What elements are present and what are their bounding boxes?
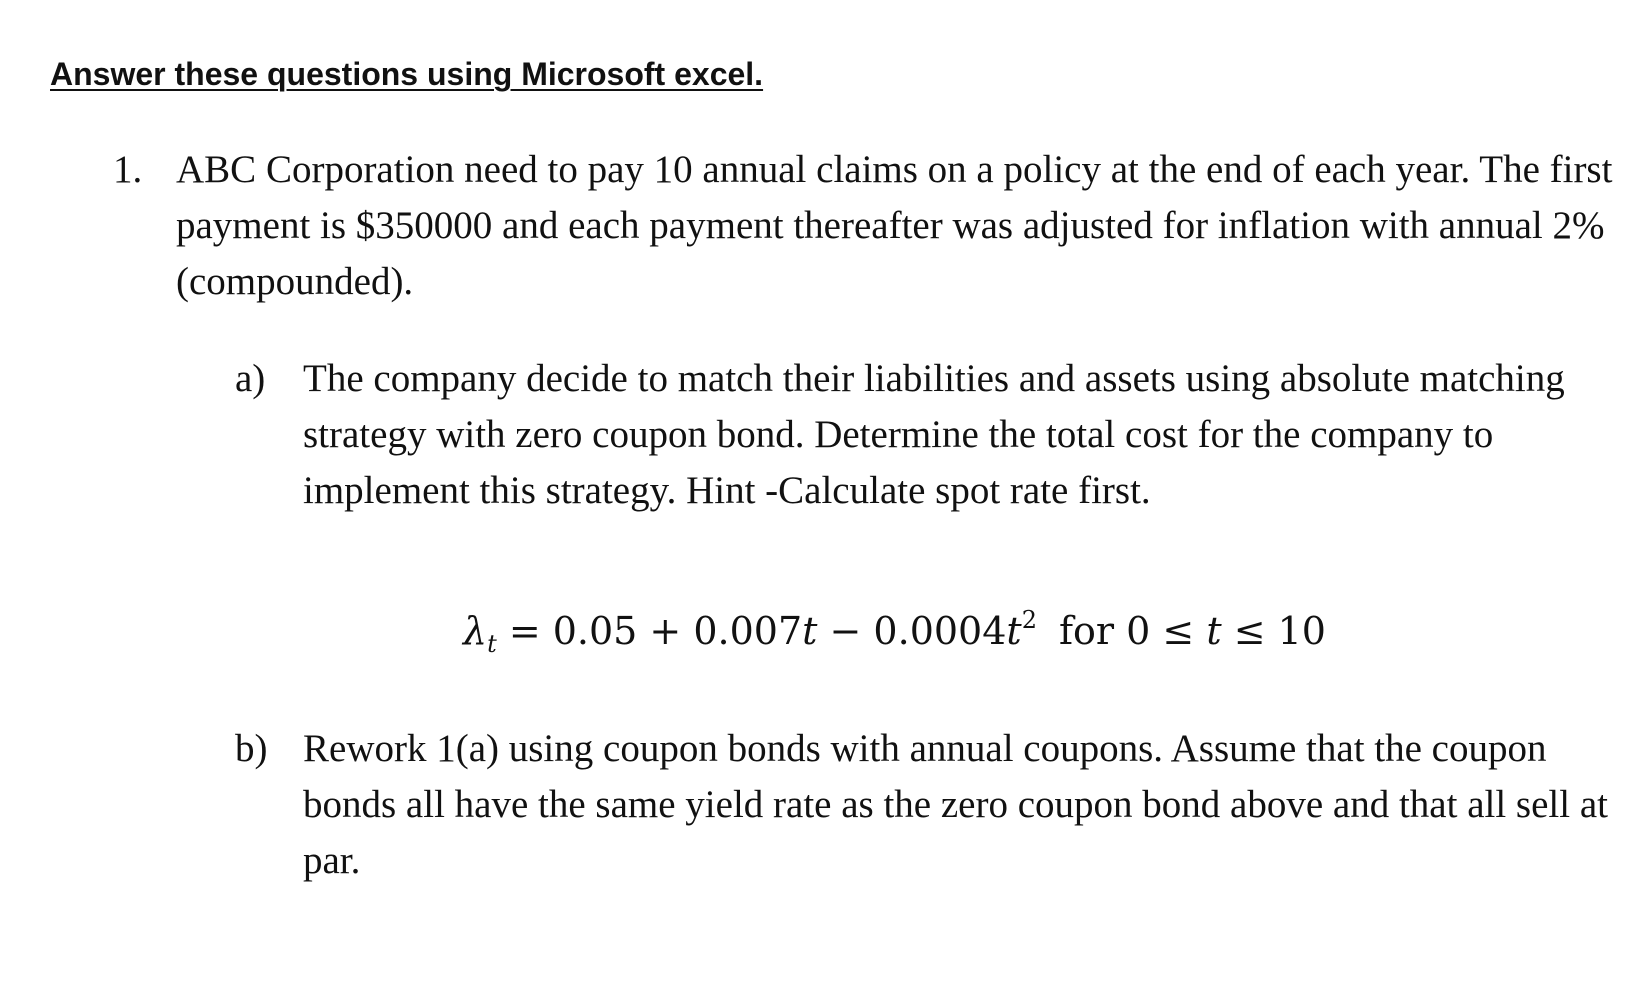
question-1-text: ABC Corporation need to pay 10 annual claims on a policy at the end of each year. The first payment is $350000 and each payment thereafter was adjusted for inflation with annual 2% (compounded).	[176, 148, 1613, 303]
part-b-label: b)	[235, 727, 268, 770]
page-heading: Answer these questions using Microsoft excel.	[50, 56, 764, 92]
formula-t-linear: t	[802, 609, 818, 653]
formula-equals: = 0.05 + 0.007	[496, 609, 803, 653]
formula-t-quadratic: t	[1006, 609, 1022, 653]
formula-minus: − 0.0004	[817, 609, 1007, 653]
formula-lambda: λ	[463, 609, 488, 653]
part-a-label: a)	[235, 357, 266, 400]
formula-domain: for 0 ≤	[1058, 609, 1207, 653]
spot-rate-formula	[463, 606, 1326, 658]
part-b-text: Rework 1(a) using coupon bonds with annual coupons. Assume that the coupon bonds all have the same yield rate as the zero coupon bond above and that all sell at par.	[303, 727, 1608, 882]
formula-domain-end: ≤ 10	[1221, 609, 1326, 653]
part-a-text: The company decide to match their liabilities and assets using absolute matching strategy with zero coupon bond. Determine the total cost for the company to implement this strategy. Hint -Calculate spot rate first.	[303, 357, 1565, 512]
formula-exponent: 2	[1021, 606, 1037, 634]
formula-lambda-subscript: t	[487, 630, 497, 658]
question-number: 1.	[113, 148, 143, 191]
formula-domain-var: t	[1206, 609, 1222, 653]
